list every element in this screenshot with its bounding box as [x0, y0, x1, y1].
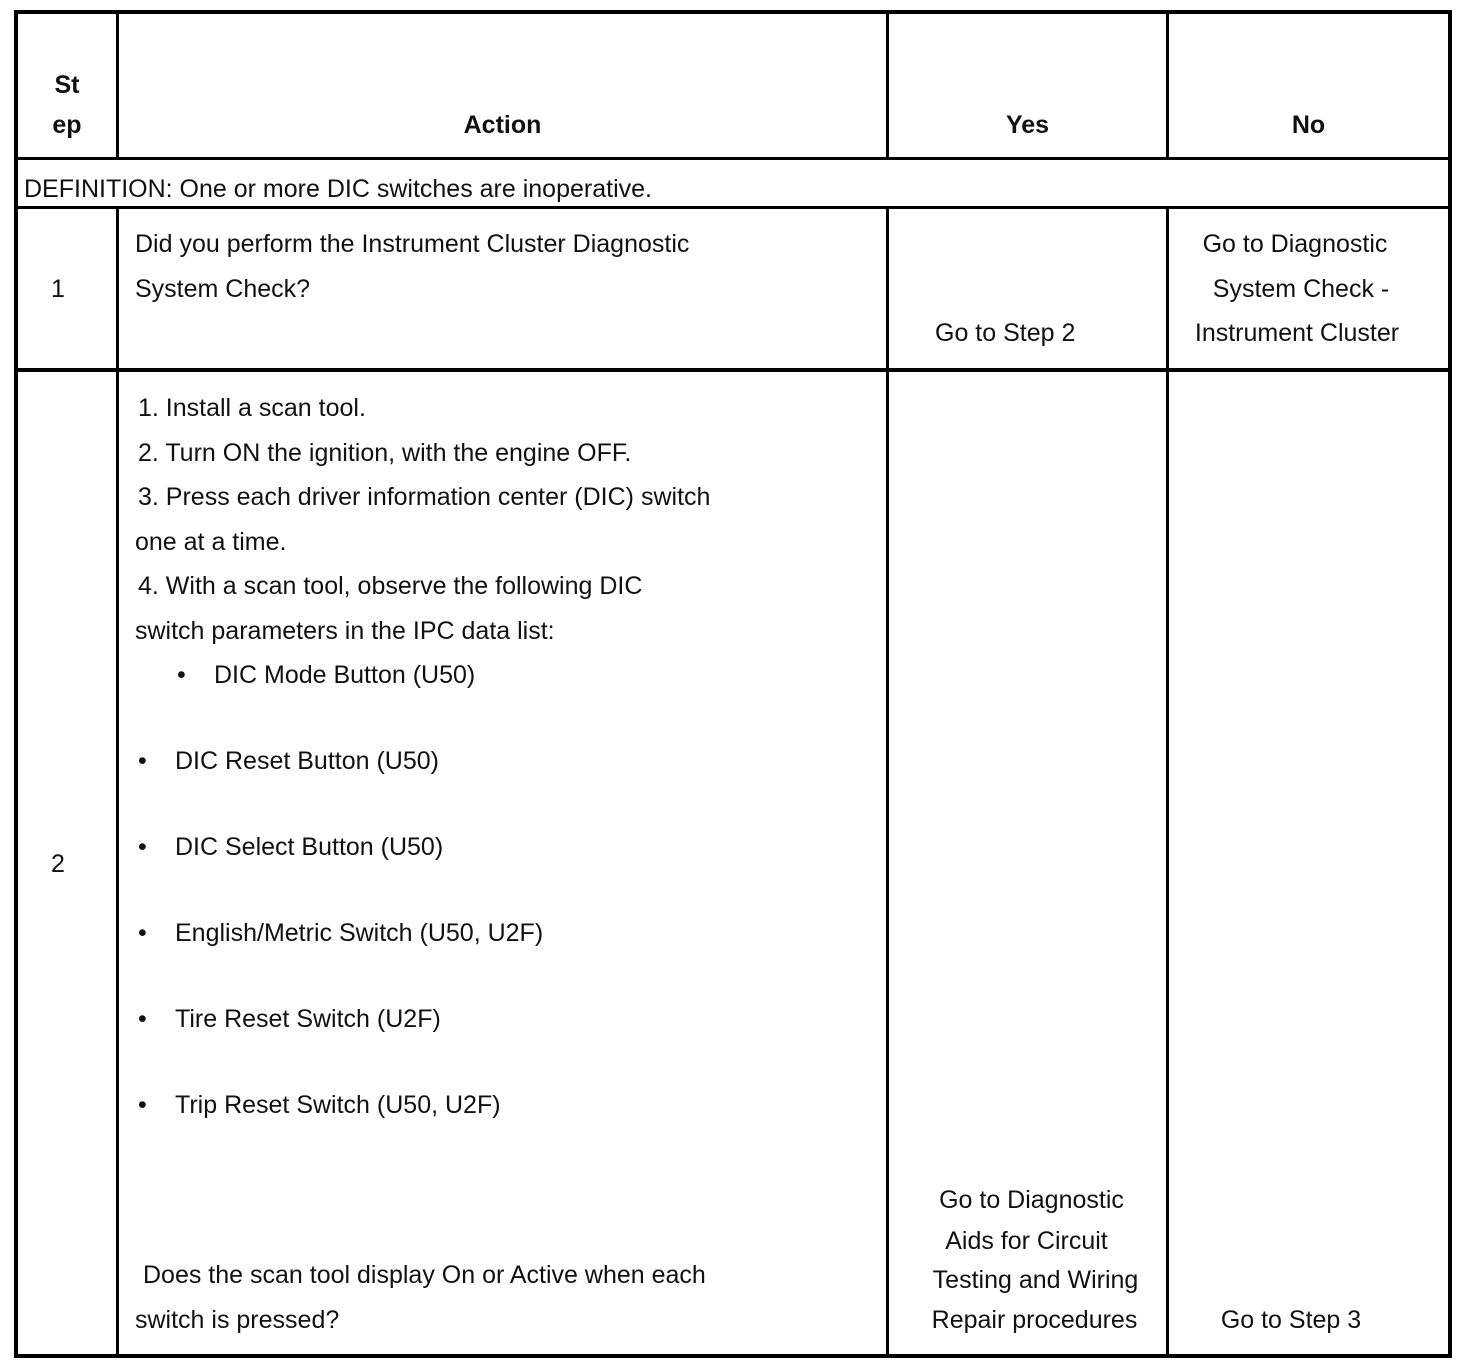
bottom-border — [14, 1354, 1452, 1358]
parameter-bullet-1: • — [177, 661, 186, 689]
row-2-action-step-3-line-2: one at a time. — [135, 528, 287, 556]
parameter-bullet-5: • — [138, 1005, 147, 1033]
parameter-bullet-3: • — [138, 833, 147, 861]
left-border — [14, 10, 18, 1358]
row-2-step-number: 2 — [51, 850, 65, 878]
parameter-bullet-6: • — [138, 1091, 147, 1119]
row-2-action-step-2: 2. Turn ON the ignition, with the engine OFF. — [138, 439, 632, 467]
right-border — [1448, 10, 1452, 1358]
parameter-bullet-4: • — [138, 919, 147, 947]
row-2-yes-result-line-3: Testing and Wiring — [932, 1266, 1139, 1294]
row-2-action-step-4-line-2: switch parameters in the IPC data list: — [135, 617, 555, 645]
parameter-item-6: Trip Reset Switch (U50, U2F) — [175, 1091, 501, 1119]
parameter-bullet-2: • — [138, 747, 147, 775]
row-2-action-step-4-line-1: 4. With a scan tool, observe the following DIC — [138, 572, 643, 600]
row-2-action-step-1: 1. Install a scan tool. — [138, 394, 366, 422]
row-1-bottom-border — [14, 368, 1452, 372]
row-2-yes-result-line-4: Repair procedures — [931, 1306, 1138, 1334]
parameter-item-2: DIC Reset Button (U50) — [175, 747, 439, 775]
yes-column-divider-body — [1166, 206, 1169, 1358]
top-border — [14, 10, 1452, 14]
definition-text: DEFINITION: One or more DIC switches are inoperative. — [24, 175, 652, 203]
step-header-line-1: St — [54, 71, 80, 99]
row-2-action-step-3-line-1: 3. Press each driver information center (DIC) switch — [138, 483, 711, 511]
row-2-question-line-2: switch is pressed? — [135, 1306, 340, 1334]
no-header: No — [1291, 111, 1326, 139]
parameter-item-4: English/Metric Switch (U50, U2F) — [175, 919, 544, 947]
header-bottom-border — [14, 157, 1452, 160]
row-1-no-result-line-2: System Check - — [1212, 275, 1390, 303]
row-1-step-number: 1 — [51, 275, 65, 303]
row-1-no-result-line-1: Go to Diagnostic — [1202, 230, 1388, 258]
row-1-action-line-2: System Check? — [135, 275, 311, 303]
definition-bottom-border — [14, 206, 1452, 209]
step-column-divider-body — [116, 206, 119, 1358]
parameter-item-3: DIC Select Button (U50) — [175, 833, 444, 861]
step-header-line-2: ep — [52, 111, 82, 139]
row-2-yes-result-line-2: Aids for Circuit — [945, 1227, 1108, 1255]
yes-header: Yes — [1005, 111, 1050, 139]
row-1-yes-result: Go to Step 2 — [935, 319, 1076, 347]
parameter-item-1: DIC Mode Button (U50) — [214, 661, 476, 689]
row-2-no-result: Go to Step 3 — [1220, 1306, 1362, 1334]
row-1-action-line-1: Did you perform the Instrument Cluster Diagnostic — [135, 230, 690, 258]
action-column-divider-body — [886, 206, 889, 1358]
row-2-yes-result-line-1: Go to Diagnostic — [939, 1186, 1124, 1214]
action-header: Action — [463, 111, 542, 139]
row-2-question-line-1: Does the scan tool display On or Active when each — [143, 1261, 706, 1289]
row-1-no-result-line-3: Instrument Cluster — [1194, 319, 1400, 347]
parameter-item-5: Tire Reset Switch (U2F) — [175, 1005, 441, 1033]
